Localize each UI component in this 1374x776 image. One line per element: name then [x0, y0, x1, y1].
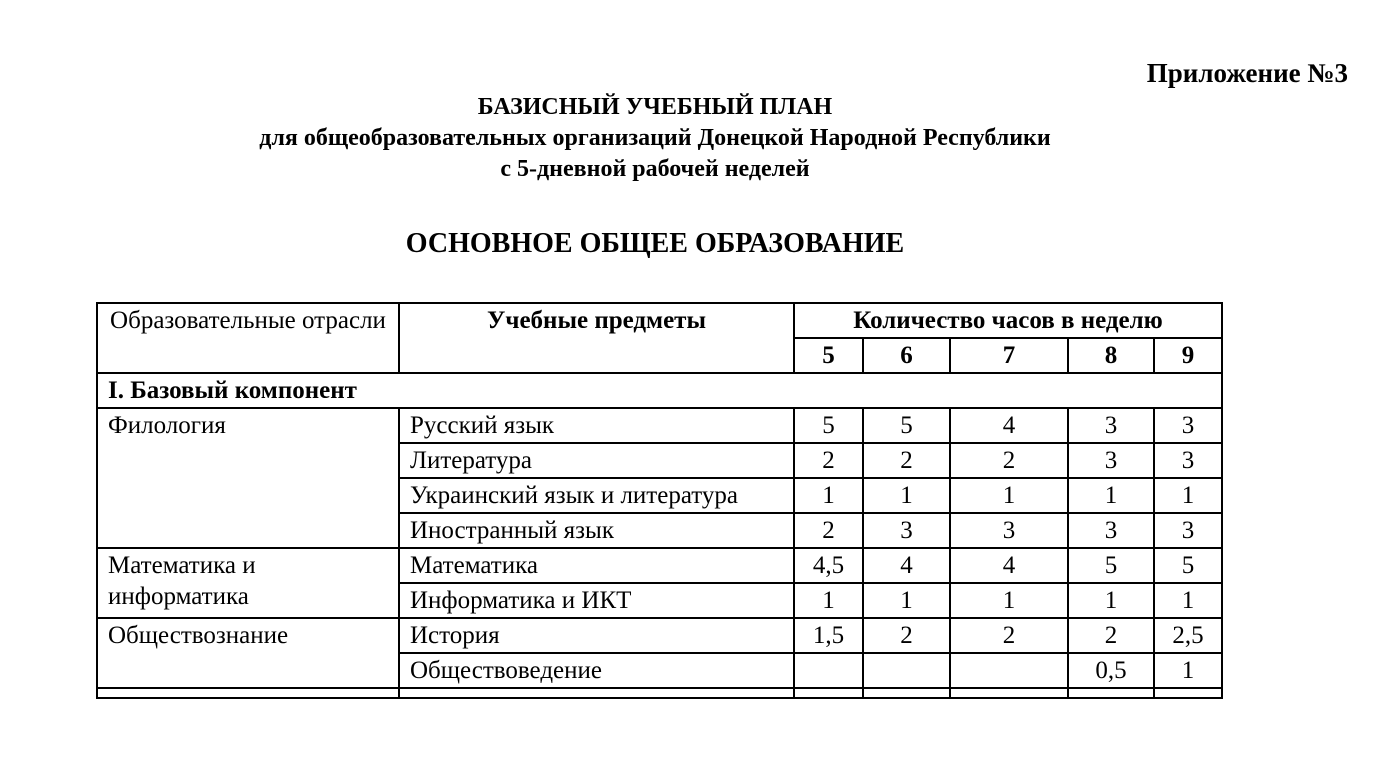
hours-cell: 2,5 — [1154, 618, 1222, 653]
hours-cell: 2 — [950, 443, 1068, 478]
hours-cell: 3 — [1154, 513, 1222, 548]
table-continuation — [97, 688, 1222, 698]
area-cell: Обществознание — [97, 618, 399, 688]
hours-cell: 1 — [1154, 478, 1222, 513]
hours-cell: 3 — [1068, 408, 1154, 443]
hours-cell — [794, 653, 863, 688]
hours-cell: 1 — [794, 583, 863, 618]
grade-header: 9 — [1154, 338, 1222, 373]
subject-cell: Иностранный язык — [399, 513, 794, 548]
area-cell: Математика и информатика — [97, 548, 399, 618]
hours-cell: 3 — [1154, 408, 1222, 443]
subject-cell: Русский язык — [399, 408, 794, 443]
hours-cell: 5 — [794, 408, 863, 443]
grade-header: 5 — [794, 338, 863, 373]
header-hours: Количество часов в неделю — [794, 303, 1222, 338]
hours-cell: 1 — [950, 583, 1068, 618]
subject-cell: Украинский язык и литература — [399, 478, 794, 513]
header-subjects: Учебные предметы — [399, 303, 794, 373]
grade-header: 7 — [950, 338, 1068, 373]
hours-cell: 1 — [1068, 583, 1154, 618]
hours-cell: 1 — [950, 478, 1068, 513]
hours-cell: 1 — [863, 478, 950, 513]
title-line-3: с 5-дневной рабочей неделей — [500, 156, 810, 182]
subject-cell: История — [399, 618, 794, 653]
hours-cell: 4,5 — [794, 548, 863, 583]
hours-cell: 4 — [950, 408, 1068, 443]
table-row — [97, 408, 1222, 443]
appendix-label: Приложение №3 — [1146, 58, 1348, 88]
hours-cell: 2 — [794, 443, 863, 478]
hours-cell: 4 — [863, 548, 950, 583]
section-title: ОСНОВНОЕ ОБЩЕЕ ОБРАЗОВАНИЕ — [405, 228, 905, 259]
hours-cell: 1 — [863, 583, 950, 618]
hours-cell: 5 — [863, 408, 950, 443]
title-line-1: БАЗИСНЫЙ УЧЕБНЫЙ ПЛАН — [477, 94, 833, 120]
hours-cell: 4 — [950, 548, 1068, 583]
curriculum-table — [96, 302, 1223, 699]
table-row — [97, 618, 1222, 653]
hours-cell: 3 — [1154, 443, 1222, 478]
grade-header: 6 — [863, 338, 950, 373]
hours-cell: 2 — [863, 443, 950, 478]
hours-cell: 5 — [1068, 548, 1154, 583]
hours-cell: 1 — [1068, 478, 1154, 513]
hours-cell: 2 — [794, 513, 863, 548]
hours-cell: 1 — [1154, 653, 1222, 688]
section-row-label: I. Базовый компонент — [97, 373, 1222, 408]
hours-cell: 5 — [1154, 548, 1222, 583]
subject-cell: Математика — [399, 548, 794, 583]
header-area: Образовательные отрасли — [97, 303, 399, 373]
table-row — [97, 548, 1222, 583]
hours-cell: 1,5 — [794, 618, 863, 653]
hours-cell: 2 — [863, 618, 950, 653]
hours-cell: 2 — [950, 618, 1068, 653]
title-line-2: для общеобразовательных организаций Донецкой Народной Республики — [259, 125, 1051, 151]
area-cell: Филология — [97, 408, 399, 548]
hours-cell: 3 — [950, 513, 1068, 548]
document-title — [0, 92, 1310, 185]
hours-cell: 1 — [794, 478, 863, 513]
subject-cell: Обществоведение — [399, 653, 794, 688]
hours-cell: 3 — [863, 513, 950, 548]
hours-cell: 0,5 — [1068, 653, 1154, 688]
hours-cell — [950, 653, 1068, 688]
subject-cell: Информатика и ИКТ — [399, 583, 794, 618]
hours-cell: 1 — [1154, 583, 1222, 618]
hours-cell — [863, 653, 950, 688]
subject-cell: Литература — [399, 443, 794, 478]
hours-cell: 3 — [1068, 513, 1154, 548]
hours-cell: 2 — [1068, 618, 1154, 653]
hours-cell: 3 — [1068, 443, 1154, 478]
grade-header: 8 — [1068, 338, 1154, 373]
